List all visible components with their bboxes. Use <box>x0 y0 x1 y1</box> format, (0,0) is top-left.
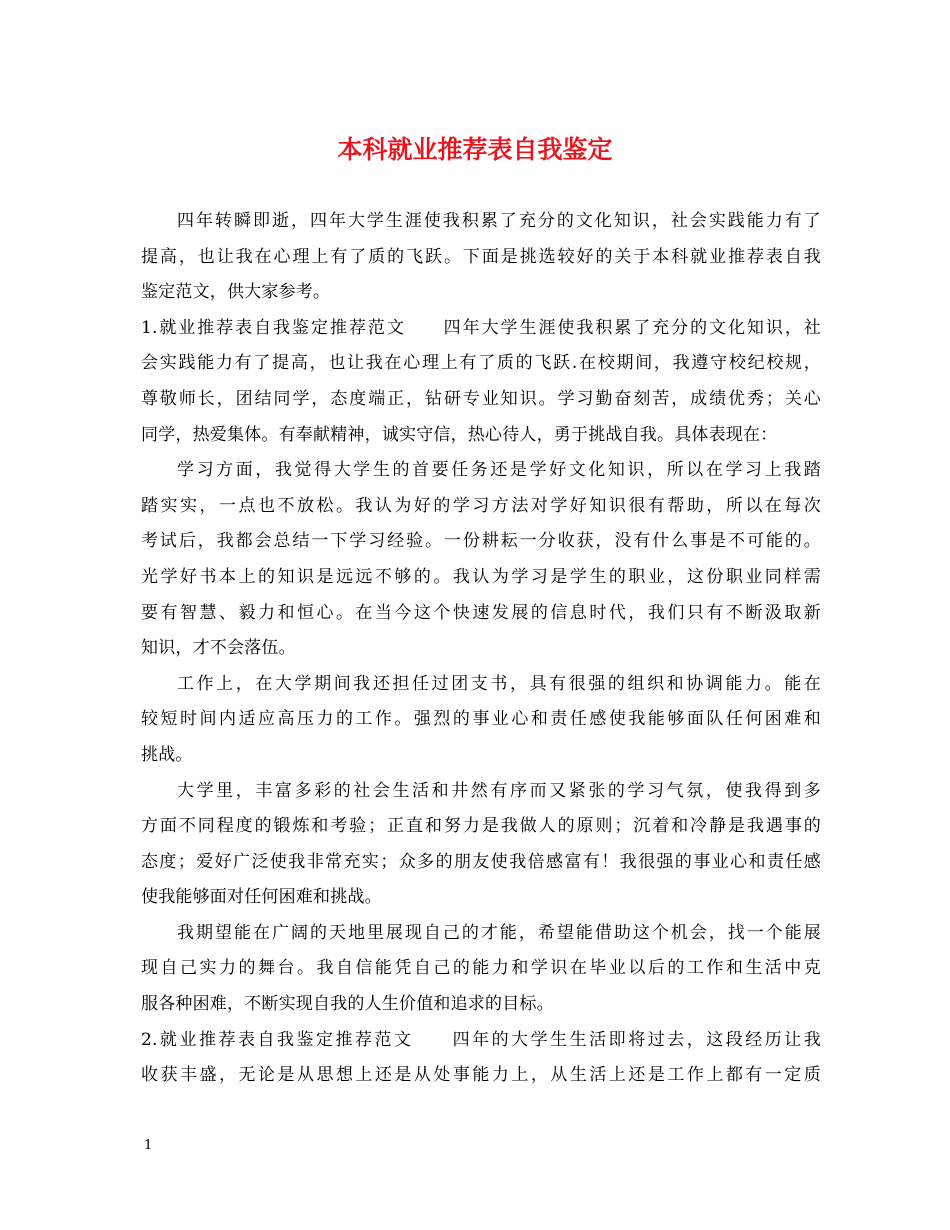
text-line: 态度；爱好广泛使我非常充实；众多的朋友使我倍感富有！我很强的事业心和责任感 <box>141 851 821 872</box>
text-line: 会实践能力有了提高，也让我在心理上有了质的飞跃.在校期间，我遵守校纪校规， <box>141 353 821 374</box>
text-line: 使我能够面对任何困难和挑战。 <box>141 887 382 908</box>
text-line: 踏实实，一点也不放松。我认为好的学习方法对学好知识很有帮助，所以在每次 <box>141 495 821 516</box>
text-line: 鉴定范文，供大家参考。 <box>141 282 331 303</box>
text-line: 我期望能在广阔的天地里展现自己的才能，希望能借助这个机会，找一个能展 <box>177 922 821 943</box>
text-line: 考试后，我都会总结一下学习经验。一份耕耘一分收获，没有什么事是不可能的。 <box>141 531 821 552</box>
text-line: 现自己实力的舞台。我自信能凭自己的能力和学识在毕业以后的工作和生活中克 <box>141 958 821 979</box>
text-line: 知识，才不会落伍。 <box>141 638 296 659</box>
text-line: 收获丰盛，无论是从思想上还是从处事能力上，从生活上还是工作上都有一定质 <box>141 1065 821 1086</box>
text-line: 学习方面，我觉得大学生的首要任务还是学好文化知识，所以在学习上我踏 <box>177 460 821 481</box>
text-line: 四年转瞬即逝，四年大学生涯使我积累了充分的文化知识，社会实践能力有了 <box>177 211 821 231</box>
text-line: 同学，热爱集体。有奉献精神，诚实守信，热心待人，勇于挑战自我。具体表现在： <box>141 424 778 445</box>
text-line: 尊敬师长，团结同学，态度端正，钻研专业知识。学习勤奋刻苦，成绩优秀；关心 <box>141 388 821 409</box>
text-line: 较短时间内适应高压力的工作。强烈的事业心和责任感使我能够面队任何困难和 <box>141 709 821 730</box>
text-line: 提高，也让我在心理上有了质的飞跃。下面是挑选较好的关于本科就业推荐表自我 <box>141 246 821 267</box>
text-line: 挑战。 <box>141 744 193 765</box>
text-line: 2.就业推荐表自我鉴定推荐范文 四年的大学生生活即将过去，这段经历让我 <box>141 1029 821 1050</box>
text-line: 方面不同程度的锻炼和考验；正直和努力是我做人的原则；沉着和冷静是我遇事的 <box>141 816 821 837</box>
document-title: 本科就业推荐表自我鉴定 <box>337 135 613 164</box>
text-line: 工作上，在大学期间我还担任过团支书，具有很强的组织和协调能力。能在 <box>177 673 821 694</box>
text-line: 要有智慧、毅力和恒心。在当今这个快速发展的信息时代，我们只有不断汲取新 <box>141 602 821 623</box>
document-body <box>141 204 821 1094</box>
text-line: 1.就业推荐表自我鉴定推荐范文 四年大学生涯使我积累了充分的文化知识，社 <box>141 317 821 338</box>
text-line: 大学里，丰富多彩的社会生活和井然有序而又紧张的学习气氛，使我得到多 <box>177 780 821 801</box>
page-number: 1 <box>144 1138 153 1153</box>
text-line: 服各种困难，不断实现自我的人生价值和追求的目标。 <box>141 994 554 1015</box>
text-line: 光学好书本上的知识是远远不够的。我认为学习是学生的职业，这份职业同样需 <box>141 566 821 587</box>
